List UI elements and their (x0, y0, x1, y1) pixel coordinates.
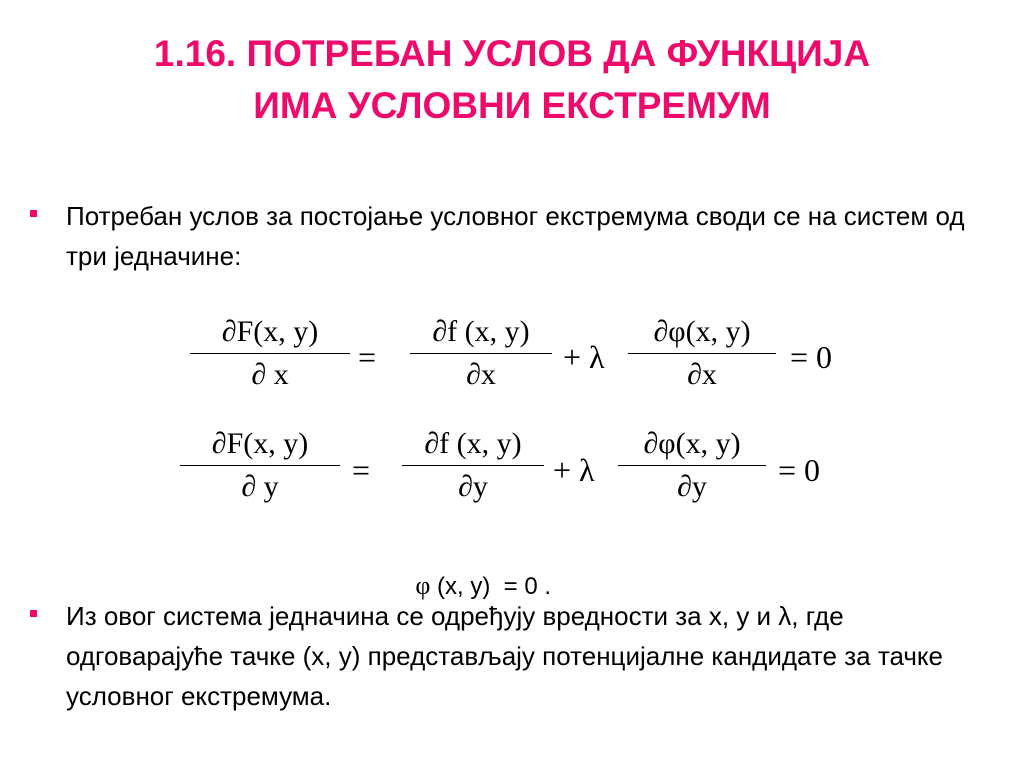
bullet-text-1: Потребан услов за постојање условног екстремума своди се на систем од три једначине: (66, 201, 965, 271)
eq1-lhs-numerator: ∂F(x, y) (221, 315, 319, 348)
bullet-item-2 (30, 596, 990, 716)
eq1-term2-denominator: ∂x (687, 358, 717, 392)
eq1-term1-fraction (410, 312, 552, 395)
eq2-term2-numerator: ∂φ(x, y) (643, 427, 741, 460)
fraction-bar (402, 465, 544, 466)
eq1-term2-numerator: ∂φ(x, y) (653, 315, 751, 348)
eq2-term1-denominator: ∂y (458, 470, 488, 504)
fraction-bar (628, 353, 776, 354)
fraction-bar (410, 353, 552, 354)
bullet-item-1 (30, 196, 990, 276)
fraction-bar (180, 465, 340, 466)
constraint-equation (402, 538, 551, 603)
eq2-term1-numerator: ∂f (x, y) (424, 427, 522, 460)
title-line-2: ИМА УСЛОВНИ ЕКСТРЕМУМ (253, 85, 771, 126)
eq2-lhs-denominator: ∂ y (241, 470, 279, 504)
bullet-text-2: Из овог система једначина се одређују вредности за x, y и λ, где одговарајуће тачке (x, y) представљају потенцијалне кандидате за тачке условног екстремума. (66, 601, 944, 711)
eq1-equals-sign: = (358, 339, 377, 375)
bullet-square-icon (30, 610, 37, 617)
fraction-bar (618, 465, 766, 466)
eq1-term1-denominator: ∂x (466, 358, 496, 392)
eq2-plus-lambda: + λ (553, 452, 595, 488)
eq1-term2-fraction (628, 312, 776, 395)
eq1-rhs: = 0 (790, 339, 833, 375)
phi-symbol: φ (415, 571, 431, 600)
title-line-1: 1.16. ПОТРЕБАН УСЛОВ ДА ФУНКЦИЈА (153, 33, 871, 74)
eq2-term1-fraction (402, 424, 544, 507)
eq2-lhs-fraction (180, 424, 340, 507)
eq2-term2-denominator: ∂y (677, 470, 707, 504)
eq2-rhs: = 0 (778, 452, 821, 488)
eq2-term2-fraction (618, 424, 766, 507)
slide-title (0, 28, 1024, 132)
eq1-term1-numerator: ∂f (x, y) (432, 315, 530, 348)
fraction-bar (190, 353, 350, 354)
eq1-lhs-fraction (190, 312, 350, 395)
eq2-equals-sign: = (352, 452, 371, 488)
bullet-square-icon (30, 210, 37, 217)
eq2-lhs-numerator: ∂F(x, y) (211, 427, 309, 460)
eq1-plus-lambda: + λ (563, 339, 605, 375)
eq1-lhs-denominator: ∂ x (251, 358, 289, 392)
constraint-text: (x, y) = 0 . (430, 573, 552, 600)
